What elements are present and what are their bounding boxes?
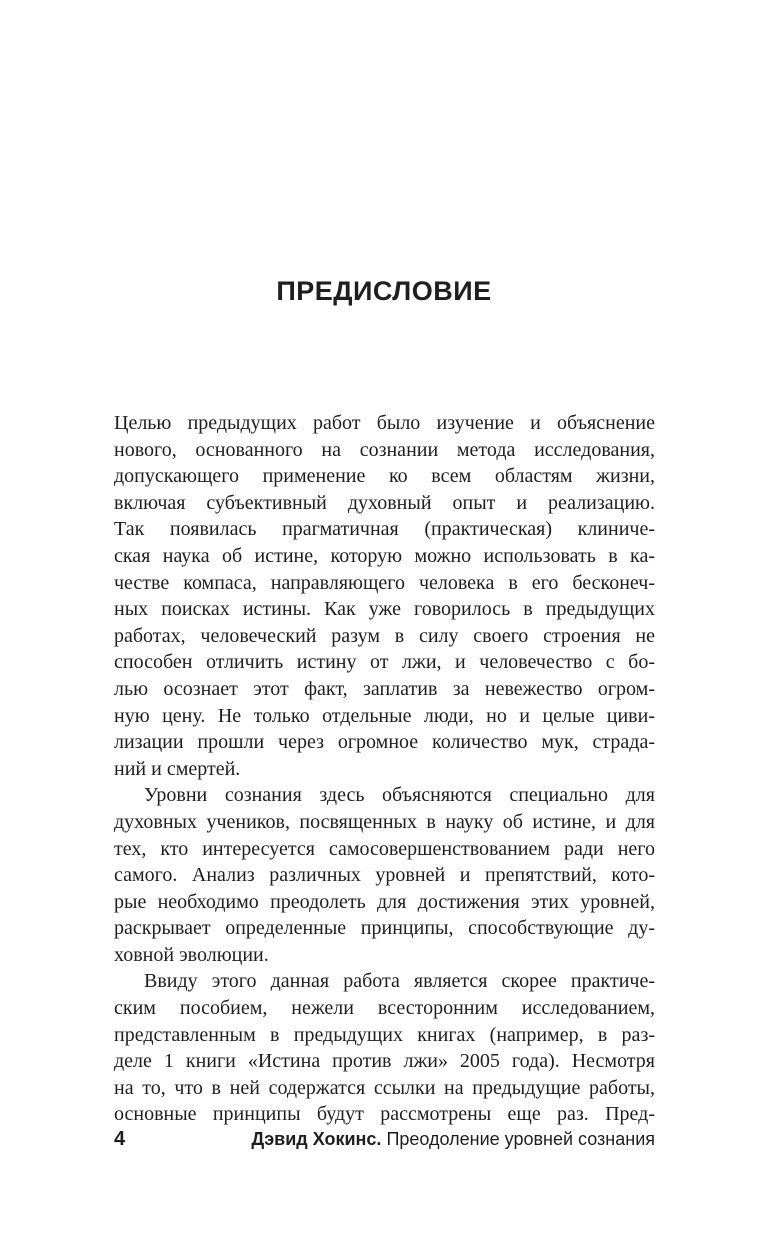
text-line: Так появилась прагматичная (практическая) клиниче-: [114, 518, 655, 541]
text-line: честве компаса, направляющего человека в его бесконеч-: [114, 571, 655, 594]
text-line: рые необходимо преодолеть для достижения этих уровней,: [114, 890, 655, 913]
footer-book-title: Преодоление уровней сознания: [386, 1129, 655, 1149]
text-line: включая субъективный духовный опыт и реализацию.: [114, 491, 655, 514]
text-line: Ввиду этого данная работа является скорее практиче-: [144, 970, 655, 993]
text-line: Целью предыдущих работ было изучение и объяснение: [114, 412, 655, 434]
chapter-title: ПРЕДИСЛОВИЕ: [276, 276, 492, 306]
page-footer: [114, 1128, 655, 1151]
text-line: ний и смертей.: [114, 757, 241, 780]
text-line: ская наука об истине, которую можно использовать в ка-: [114, 544, 655, 567]
running-footer: [251, 1129, 655, 1150]
text-line: ским пособием, нежели всесторонним исследованием,: [114, 997, 655, 1020]
text-line: ную цену. Не только отдельные люди, но и целые циви-: [114, 704, 655, 727]
body-text: [114, 410, 655, 1128]
text-line: Уровни сознания здесь объясняются специально для: [144, 784, 655, 807]
text-line: ных поисках истины. Как уже говорилось в предыдущих: [114, 598, 655, 621]
text-line: способен отличить истину от лжи, и человечество с бо-: [114, 651, 655, 674]
text-line: ховной эволюции.: [114, 943, 269, 966]
text-line: духовных учеников, посвященных в науку об истине, и для: [114, 810, 655, 833]
text-line: раскрывает определенные принципы, способствующие ду-: [114, 917, 655, 940]
text-line: деле 1 книги «Истина против лжи» 2005 года). Несмотря: [114, 1050, 655, 1073]
footer-author: Дэвид Хокинс.: [251, 1129, 382, 1149]
text-line: лью осознает этот факт, заплатив за невежество огром-: [114, 677, 655, 700]
text-line: работах, человеческий разум в силу своего строения не: [114, 624, 655, 647]
text-line: допускающего применение ко всем областям жизни,: [114, 465, 655, 488]
text-line: лизации прошли через огромное количество мук, страда-: [114, 731, 655, 754]
text-line: на то, что в ней содержатся ссылки на предыдущие работы,: [114, 1076, 655, 1099]
text-line: нового, основанного на сознании метода исследования,: [114, 438, 655, 461]
text-line: тех, кто интересуется самосовершенствованием ради него: [114, 837, 655, 860]
text-line: представленным в предыдущих книгах (например, в раз-: [114, 1023, 655, 1046]
page-number: 4: [114, 1128, 126, 1150]
text-line: самого. Анализ различных уровней и препятствий, кото-: [114, 864, 655, 887]
text-line: основные принципы будут рассмотрены еще раз. Пред-: [114, 1103, 655, 1126]
